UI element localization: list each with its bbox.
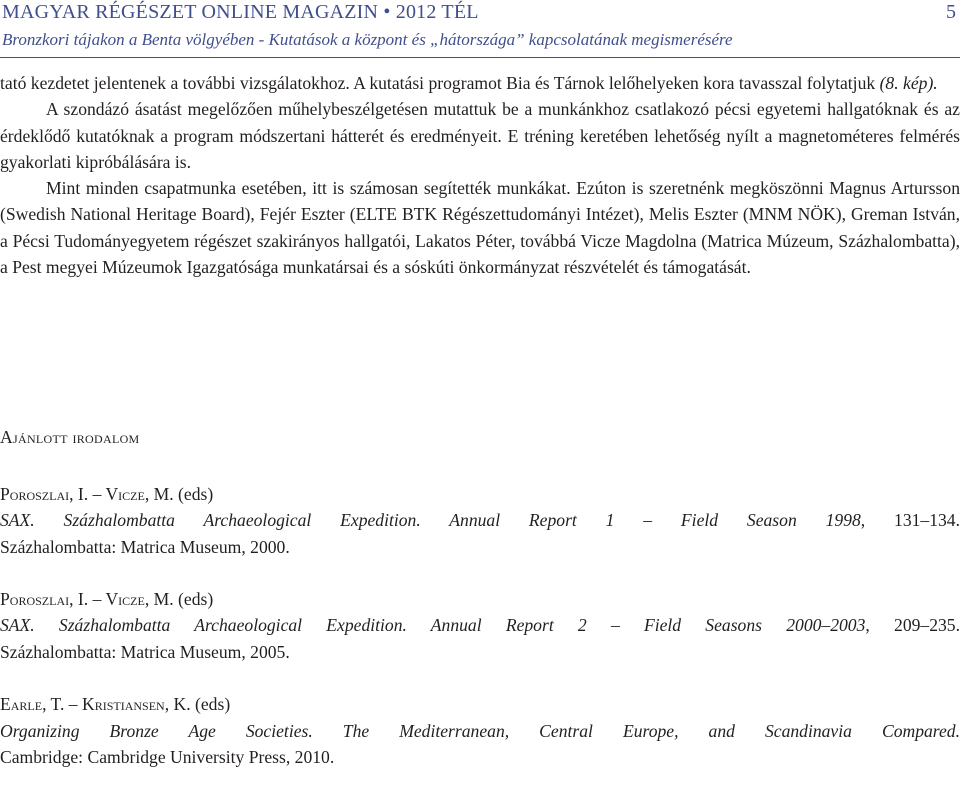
reference-item [0, 481, 960, 560]
reference-title-line [0, 507, 960, 533]
reference-title: Organizing Bronze Age Societies. The Mediterranean, Central Europe, and Scandinavia Compared. [0, 720, 960, 741]
reference-item [0, 691, 960, 770]
reference-eds: (eds) [190, 694, 231, 715]
figure-reference: (8. kép). [879, 73, 938, 93]
reference-item [0, 586, 960, 665]
paragraph-1 [0, 70, 960, 96]
reference-authors: Poroszlai, I. – Vicze, M. [0, 589, 174, 610]
reference-author-line [0, 586, 960, 612]
article-subtitle: Bronzkori tájakon a Benta völgyében - Kutatások a központ és „hátországa” kapcsolatának megismerésére [2, 30, 733, 49]
page-number: 5 [946, 1, 956, 23]
reference-pages: , 209–235. [865, 615, 960, 636]
reference-title-line [0, 612, 960, 638]
magazine-title: MAGYAR RÉGÉSZET ONLINE MAGAZIN • 2012 TÉL [2, 1, 479, 23]
article-body [0, 70, 960, 280]
reference-publisher: Százhalombatta: Matrica Museum, 2000. [0, 536, 290, 557]
reference-title-line [0, 718, 960, 744]
reference-publisher: Százhalombatta: Matrica Museum, 2005. [0, 641, 290, 662]
reference-list [0, 481, 960, 797]
reference-eds: (eds) [173, 484, 214, 504]
reference-pages: , 131–134. [860, 510, 960, 531]
reference-authors: Poroszlai, I. – Vicze, M. [0, 484, 174, 504]
reference-author-line [0, 691, 960, 717]
reference-authors: Earle, T. – Kristiansen, K. [0, 694, 191, 715]
running-header [2, 0, 956, 26]
paragraph-1-text: tató kezdetet jelentenek a további vizsgálatokhoz. A kutatási programot Bia és Tárnok lelőhelyeken kora tavasszal folytatjuk [0, 73, 880, 93]
paragraph-3: Mint minden csapatmunka esetében, itt is számosan segítették munkákat. Ezúton is szeretnénk megköszönni Magnus Artursson (Swedish National Heritage Board), Fejér Eszter (ELTE BTK Régészettudományi Intézet), Melis Eszter (MNM NÖK), Greman István, a Pécsi Tudományegyetem régészet szakirányos hallgatói, Lakatos Péter, továbbá Vicze Magdolna (Matrica Múzeum, Százhalombatta), a Pest megyei Múzeumok Igazgatósága munkatársai és a sóskúti önkormányzat részvételét és támogatását. [0, 178, 960, 278]
reference-eds: (eds) [173, 589, 214, 610]
reference-publisher: Cambridge: Cambridge University Press, 2010. [0, 746, 335, 767]
reference-title: SAX. Százhalombatta Archaeological Expedition. Annual Report 1 – Field Season 1998 [0, 510, 861, 531]
header-divider [0, 57, 960, 58]
paragraph-2: A szondázó ásatást megelőzően műhelybeszélgetésen mutattuk be a munkánkhoz csatlakozó pécsi egyetemi hallgatóknak és az érdeklődő kutatóknak a program módszertani hátterét és eredményeit. E tréning keretében lehetőség nyílt a magnetométeres felmérés gyakorlati kipróbálására is. [0, 99, 960, 172]
section-heading: Ajánlott irodalom [0, 427, 140, 447]
reference-title: SAX. Százhalombatta Archaeological Expedition. Annual Report 2 – Field Seasons 2000–2003 [0, 615, 866, 636]
reference-author-line [0, 481, 960, 507]
